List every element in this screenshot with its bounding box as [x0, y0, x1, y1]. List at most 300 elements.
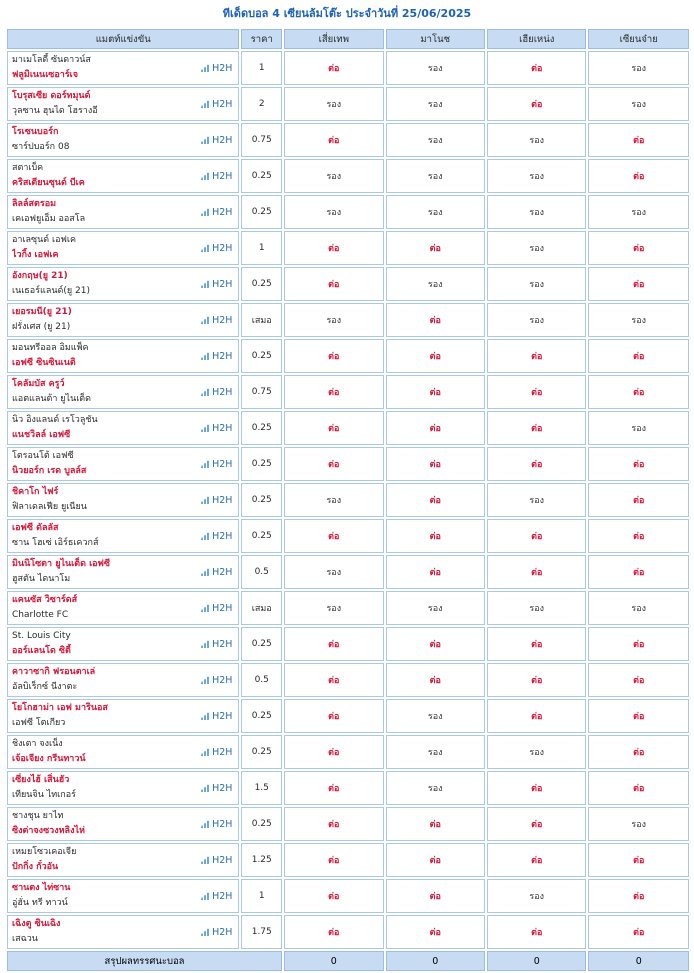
expert-pick: รอง [386, 591, 485, 625]
stats-bars-icon [201, 856, 210, 864]
table-row [7, 879, 689, 913]
expert-pick: รอง [588, 591, 689, 625]
expert-pick: ต่อ [487, 87, 586, 121]
match-cell [7, 843, 239, 877]
price-cell: 0.5 [241, 555, 282, 589]
expert-pick: ต่อ [487, 519, 586, 553]
expert-pick: ต่อ [487, 807, 586, 841]
match-cell [7, 591, 239, 625]
price-cell: 0.75 [241, 123, 282, 157]
away-team[interactable]: ฟิลาเดลเฟีย ยูเนียน [12, 502, 87, 512]
match-cell [7, 231, 239, 265]
table-row [7, 375, 689, 409]
h2h-link[interactable] [201, 457, 232, 472]
h2h-link[interactable] [201, 133, 232, 148]
stats-bars-icon [201, 712, 210, 720]
h2h-link[interactable] [201, 349, 232, 364]
expert-pick: ต่อ [284, 519, 383, 553]
home-team[interactable]: โยโกฮาม่า เอฟ มารินอส [12, 703, 108, 713]
expert-pick: รอง [284, 303, 383, 337]
h2h-label: H2H [212, 675, 233, 686]
home-team[interactable]: ชางชุน ยาไท [12, 811, 64, 821]
home-team[interactable]: โรเซนบอร์ก [12, 127, 59, 137]
expert-pick: รอง [487, 735, 586, 769]
expert-pick: ต่อ [487, 411, 586, 445]
expert-pick: รอง [386, 51, 485, 85]
h2h-link[interactable] [201, 925, 232, 940]
expert-pick: รอง [487, 591, 586, 625]
expert-pick: รอง [588, 411, 689, 445]
stats-bars-icon [201, 136, 210, 144]
expert-pick: ต่อ [588, 915, 689, 949]
home-team[interactable]: ชิงเตา จงเน็ง [12, 739, 63, 749]
away-team[interactable]: ฝรั่งเศส (ยู 21) [12, 322, 71, 332]
price-cell: 0.5 [241, 663, 282, 697]
summary-value: 0 [386, 951, 485, 971]
expert-pick: ต่อ [386, 375, 485, 409]
expert-pick: ต่อ [487, 339, 586, 373]
match-cell [7, 771, 239, 805]
home-team[interactable]: มินนิโซตา ยูไนเต็ด เอฟซี [12, 559, 111, 569]
h2h-label: H2H [212, 459, 233, 470]
expert-pick: ต่อ [284, 807, 383, 841]
stats-bars-icon [201, 532, 210, 540]
expert-pick: ต่อ [588, 231, 689, 265]
expert-pick: ต่อ [284, 447, 383, 481]
expert-pick: ต่อ [386, 663, 485, 697]
expert-pick: รอง [284, 483, 383, 517]
match-cell [7, 159, 239, 193]
expert-pick: รอง [386, 735, 485, 769]
summary-value: 0 [588, 951, 689, 971]
h2h-label: H2H [212, 495, 233, 506]
expert-pick: ต่อ [487, 915, 586, 949]
expert-pick: รอง [487, 303, 586, 337]
price-cell: 0.25 [241, 807, 282, 841]
expert-pick: ต่อ [284, 231, 383, 265]
h2h-link[interactable] [201, 853, 232, 868]
table-row [7, 159, 689, 193]
expert-pick: ต่อ [588, 879, 689, 913]
h2h-label: H2H [212, 567, 233, 578]
expert-pick: รอง [487, 483, 586, 517]
stats-bars-icon [201, 280, 210, 288]
h2h-link[interactable] [201, 421, 232, 436]
match-cell [7, 51, 239, 85]
stats-bars-icon [201, 64, 210, 72]
expert-pick: ต่อ [386, 303, 485, 337]
table-row [7, 195, 689, 229]
stats-bars-icon [201, 676, 210, 684]
match-cell [7, 519, 239, 553]
away-team[interactable]: Charlotte FC [12, 610, 69, 620]
match-cell [7, 123, 239, 157]
price-cell: เสมอ [241, 591, 282, 625]
price-cell: 0.25 [241, 411, 282, 445]
expert-pick: ต่อ [588, 123, 689, 157]
away-team[interactable]: ซาน โฮเซ่ เอิร์ธเควกส์ [12, 538, 99, 548]
expert-pick: รอง [284, 159, 383, 193]
expert-pick: ต่อ [386, 411, 485, 445]
h2h-link[interactable] [201, 529, 232, 544]
expert-pick: ต่อ [284, 879, 383, 913]
price-cell: 1 [241, 879, 282, 913]
price-cell: 1 [241, 231, 282, 265]
header-expert-1: เสี่ยเทพ [284, 29, 383, 49]
away-team[interactable]: นิวยอร์ก เรด บูลล์ส [12, 466, 87, 476]
expert-pick: รอง [386, 771, 485, 805]
header-expert-2: มาโนช [386, 29, 485, 49]
away-team[interactable]: ซิงต่าจงซวงหลิงไห่ [12, 826, 85, 836]
stats-bars-icon [201, 100, 210, 108]
price-cell: 0.25 [241, 159, 282, 193]
page-title: ทีเด็ดบอล 4 เซียนล้มโต๊ะ ประจำวันที่ 25/06/2025 [222, 7, 472, 20]
table-row [7, 411, 689, 445]
expert-pick: ต่อ [588, 339, 689, 373]
away-team[interactable]: ออร์แลนโด ซิตี้ [12, 646, 71, 656]
h2h-label: H2H [212, 387, 233, 398]
expert-pick: รอง [284, 87, 383, 121]
expert-pick: รอง [487, 879, 586, 913]
h2h-link[interactable] [201, 817, 232, 832]
h2h-link[interactable] [201, 277, 232, 292]
h2h-label: H2H [212, 315, 233, 326]
home-team[interactable]: คาวาซากิ ฟรอนตาเล่ [12, 667, 96, 677]
h2h-label: H2H [212, 783, 233, 794]
stats-bars-icon [201, 172, 210, 180]
price-cell: 0.25 [241, 519, 282, 553]
match-cell [7, 447, 239, 481]
match-cell [7, 303, 239, 337]
match-cell [7, 267, 239, 301]
summary-value: 0 [487, 951, 586, 971]
summary-value: 0 [284, 951, 383, 971]
expert-pick: ต่อ [284, 123, 383, 157]
home-team[interactable]: โบรุสเซีย ดอร์ทมุนด์ [12, 91, 91, 101]
h2h-link[interactable] [201, 493, 232, 508]
expert-pick: ต่อ [284, 51, 383, 85]
expert-pick: รอง [284, 591, 383, 625]
stats-bars-icon [201, 784, 210, 792]
price-cell: 0.25 [241, 627, 282, 661]
match-cell [7, 375, 239, 409]
expert-pick: ต่อ [588, 555, 689, 589]
home-team[interactable]: เฉิงตู ซินเฉิง [12, 919, 61, 929]
away-team[interactable]: ฟลูมิเนนเซอาร์เจ [12, 70, 79, 80]
h2h-link[interactable] [201, 205, 232, 220]
home-team[interactable]: มาเมโลดี้ ซันดาวน์ส [12, 55, 91, 65]
h2h-label: H2H [212, 63, 233, 74]
table-row [7, 51, 689, 85]
stats-bars-icon [201, 460, 210, 468]
header-price: ราคา [241, 29, 282, 49]
home-team[interactable]: St. Louis City [12, 631, 71, 641]
expert-pick: ต่อ [588, 519, 689, 553]
h2h-label: H2H [212, 711, 233, 722]
expert-pick: รอง [386, 159, 485, 193]
away-team[interactable]: เทียนจิน ไทเกอร์ [12, 790, 76, 800]
away-team[interactable]: เจ้อเจียง กรีนทาวน์ [12, 754, 86, 764]
expert-pick: รอง [487, 123, 586, 157]
expert-pick: รอง [487, 195, 586, 229]
away-team[interactable]: คริสเตียนซุนด์ บีเค [12, 178, 85, 188]
match-cell [7, 483, 239, 517]
expert-pick: ต่อ [386, 231, 485, 265]
expert-pick: ต่อ [386, 879, 485, 913]
expert-pick: ต่อ [487, 555, 586, 589]
home-team[interactable]: โคลัมบัส ครูว์ [12, 379, 65, 389]
home-team[interactable]: ชิคาโก ไฟร์ [12, 487, 59, 497]
match-cell [7, 663, 239, 697]
header-expert-3: เฮียเหน่ง [487, 29, 586, 49]
expert-pick: ต่อ [487, 663, 586, 697]
expert-pick: ต่อ [487, 375, 586, 409]
home-team[interactable]: อาเลซุนด์ เอฟเค [12, 235, 76, 245]
expert-pick: รอง [588, 807, 689, 841]
match-cell [7, 879, 239, 913]
stats-bars-icon [201, 604, 210, 612]
expert-pick: ต่อ [386, 627, 485, 661]
match-cell [7, 339, 239, 373]
price-cell: 1.25 [241, 843, 282, 877]
match-cell [7, 627, 239, 661]
h2h-link[interactable] [201, 61, 232, 76]
h2h-link[interactable] [201, 385, 232, 400]
away-team[interactable]: แนชวิลล์ เอฟซี [12, 430, 71, 440]
price-cell: 0.25 [241, 699, 282, 733]
match-cell [7, 87, 239, 121]
expert-pick: รอง [284, 555, 383, 589]
match-cell [7, 699, 239, 733]
away-team[interactable]: อัลบิเร็กซ์ นีงาตะ [12, 682, 78, 692]
home-team[interactable]: แคนซัส วิซาร์ดส์ [12, 595, 78, 605]
expert-pick: ต่อ [588, 663, 689, 697]
expert-pick: ต่อ [386, 339, 485, 373]
price-cell: 1.5 [241, 771, 282, 805]
h2h-label: H2H [212, 639, 233, 650]
expert-pick: ต่อ [588, 699, 689, 733]
home-team[interactable]: สตาเบ็ค [12, 163, 44, 173]
stats-bars-icon [201, 316, 210, 324]
home-team[interactable]: อังกฤษ(ยู 21) [12, 271, 68, 281]
table-row [7, 339, 689, 373]
h2h-label: H2H [212, 855, 233, 866]
price-cell: 0.25 [241, 735, 282, 769]
h2h-label: H2H [212, 891, 233, 902]
away-team[interactable]: เสฉวน [12, 934, 38, 944]
away-team[interactable]: ซาร์ปบอร์ก 08 [12, 142, 70, 152]
table-row [7, 447, 689, 481]
summary-label: สรุปผลทรรศนะบอล [7, 951, 282, 971]
home-team[interactable]: เอฟซี ดัลลัส [12, 523, 59, 533]
expert-pick: รอง [588, 195, 689, 229]
stats-bars-icon [201, 892, 210, 900]
table-row [7, 123, 689, 157]
h2h-link[interactable] [201, 637, 232, 652]
h2h-label: H2H [212, 279, 233, 290]
stats-bars-icon [201, 640, 210, 648]
expert-pick: ต่อ [588, 771, 689, 805]
h2h-link[interactable] [201, 241, 232, 256]
expert-pick: ต่อ [386, 915, 485, 949]
h2h-link[interactable] [201, 673, 232, 688]
h2h-link[interactable] [201, 601, 232, 616]
away-team[interactable]: เคเอฟยูเอ็ม ออสโล [12, 214, 86, 224]
expert-pick: ต่อ [386, 447, 485, 481]
expert-pick: รอง [588, 303, 689, 337]
away-team[interactable]: เอฟซี ซินซินเนติ [12, 358, 76, 368]
away-team[interactable]: ปักกิ่ง กั๋วอัน [12, 862, 59, 872]
h2h-label: H2H [212, 747, 233, 758]
table-row [7, 915, 689, 949]
table-header-row [7, 29, 689, 49]
expert-pick: ต่อ [588, 735, 689, 769]
stats-bars-icon [201, 568, 210, 576]
price-cell: 2 [241, 87, 282, 121]
away-team[interactable]: เอฟซี โตเกียว [12, 718, 66, 728]
home-team[interactable]: เซี่ยงไฮ้ เสิ่นฮัว [12, 775, 70, 785]
tips-table [5, 27, 691, 973]
expert-pick: รอง [487, 159, 586, 193]
expert-pick: รอง [386, 123, 485, 157]
table-row [7, 555, 689, 589]
match-cell [7, 915, 239, 949]
expert-pick: ต่อ [284, 771, 383, 805]
h2h-link[interactable] [201, 781, 232, 796]
h2h-label: H2H [212, 927, 233, 938]
expert-pick: ต่อ [284, 915, 383, 949]
table-row [7, 771, 689, 805]
stats-bars-icon [201, 244, 210, 252]
h2h-link[interactable] [201, 169, 232, 184]
away-team[interactable]: ฮูสตัน ไดนาโม [12, 574, 71, 584]
h2h-link[interactable] [201, 97, 232, 112]
expert-pick: ต่อ [284, 699, 383, 733]
h2h-label: H2H [212, 603, 233, 614]
away-team[interactable]: วุลซาน ฮุนได โฮรางอี [12, 106, 98, 116]
expert-pick: ต่อ [386, 843, 485, 877]
h2h-link[interactable] [201, 889, 232, 904]
table-row [7, 519, 689, 553]
stats-bars-icon [201, 748, 210, 756]
price-cell: เสมอ [241, 303, 282, 337]
expert-pick: ต่อ [284, 339, 383, 373]
expert-pick: ต่อ [284, 627, 383, 661]
h2h-label: H2H [212, 207, 233, 218]
expert-pick: ต่อ [588, 843, 689, 877]
table-row [7, 591, 689, 625]
expert-pick: ต่อ [588, 483, 689, 517]
table-row [7, 627, 689, 661]
h2h-link[interactable] [201, 313, 232, 328]
expert-pick: ต่อ [386, 483, 485, 517]
h2h-link[interactable] [201, 709, 232, 724]
h2h-label: H2H [212, 819, 233, 830]
price-cell: 0.25 [241, 447, 282, 481]
summary-row [7, 951, 689, 971]
h2h-link[interactable] [201, 565, 232, 580]
price-cell: 0.25 [241, 195, 282, 229]
expert-pick: รอง [588, 51, 689, 85]
expert-pick: ต่อ [588, 447, 689, 481]
expert-pick: ต่อ [386, 555, 485, 589]
h2h-label: H2H [212, 243, 233, 254]
h2h-link[interactable] [201, 745, 232, 760]
expert-pick: ต่อ [386, 519, 485, 553]
expert-pick: รอง [588, 87, 689, 121]
stats-bars-icon [201, 496, 210, 504]
away-team[interactable]: เนเธอร์แลนด์(ยู 21) [12, 286, 90, 296]
h2h-label: H2H [212, 99, 233, 110]
h2h-label: H2H [212, 531, 233, 542]
expert-pick: ต่อ [588, 267, 689, 301]
table-row [7, 735, 689, 769]
h2h-label: H2H [212, 351, 233, 362]
away-team[interactable]: ไวกิ้ง เอฟเค [12, 250, 59, 260]
expert-pick: รอง [487, 231, 586, 265]
match-cell [7, 735, 239, 769]
header-match: แมตท์แข่งขัน [7, 29, 239, 49]
price-cell: 1 [241, 51, 282, 85]
expert-pick: รอง [386, 699, 485, 733]
home-team[interactable]: นิว อิงแลนด์ เรโวลูชัน [12, 415, 98, 425]
expert-pick: ต่อ [487, 447, 586, 481]
home-team[interactable]: เหมยโซวเคอเจีย [12, 847, 77, 857]
expert-pick: ต่อ [284, 663, 383, 697]
table-row [7, 807, 689, 841]
expert-pick: รอง [386, 195, 485, 229]
table-row [7, 843, 689, 877]
expert-pick: ต่อ [284, 735, 383, 769]
table-row [7, 267, 689, 301]
h2h-label: H2H [212, 135, 233, 146]
away-team[interactable]: แอตแลนต้า ยูไนเต็ด [12, 394, 91, 404]
expert-pick: ต่อ [284, 411, 383, 445]
expert-pick: ต่อ [284, 267, 383, 301]
table-row [7, 663, 689, 697]
home-team[interactable]: ซานตง ไท่ซาน [12, 883, 71, 893]
expert-pick: ต่อ [386, 807, 485, 841]
h2h-label: H2H [212, 171, 233, 182]
expert-pick: รอง [386, 267, 485, 301]
away-team[interactable]: อู่ฮั่น ทรี ทาวน์ [12, 898, 68, 908]
expert-pick: ต่อ [487, 771, 586, 805]
home-team[interactable]: เยอรมนี(ยู 21) [12, 307, 72, 317]
expert-pick: ต่อ [588, 375, 689, 409]
stats-bars-icon [201, 388, 210, 396]
table-row [7, 483, 689, 517]
header-expert-4: เซียนจ๋าย [588, 29, 689, 49]
match-cell [7, 411, 239, 445]
expert-pick: ต่อ [487, 627, 586, 661]
price-cell: 0.25 [241, 483, 282, 517]
expert-pick: ต่อ [487, 843, 586, 877]
table-row [7, 699, 689, 733]
price-cell: 0.75 [241, 375, 282, 409]
price-cell: 0.25 [241, 339, 282, 373]
stats-bars-icon [201, 928, 210, 936]
match-cell [7, 555, 239, 589]
home-team[interactable]: โตรอนโต้ เอฟซี [12, 451, 74, 461]
match-cell [7, 807, 239, 841]
table-row [7, 231, 689, 265]
expert-pick: รอง [284, 195, 383, 229]
home-team[interactable]: มอนทรีออล อิมแพ็ค [12, 343, 89, 353]
expert-pick: ต่อ [284, 843, 383, 877]
match-cell [7, 195, 239, 229]
expert-pick: ต่อ [487, 699, 586, 733]
home-team[interactable]: ลิลล์สตรอม [12, 199, 57, 209]
